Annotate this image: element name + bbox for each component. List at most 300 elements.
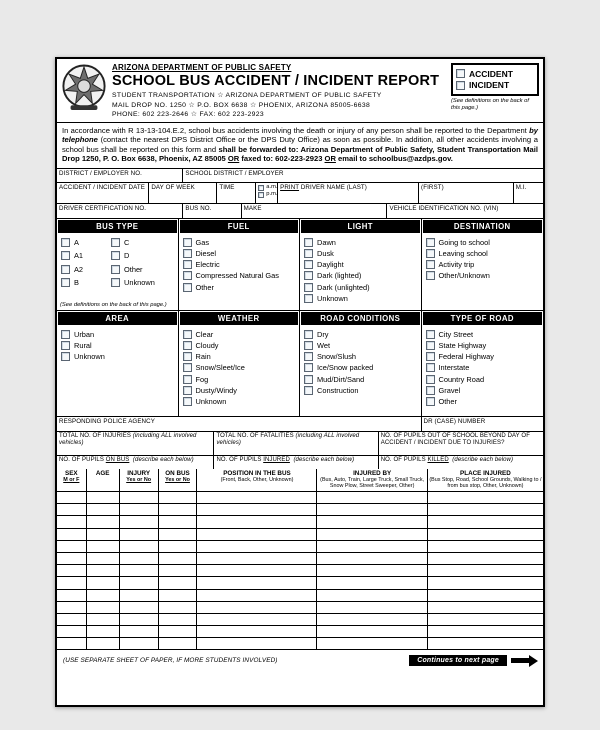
field-district-employer-no[interactable] <box>57 169 183 182</box>
student-cell[interactable] <box>57 540 86 552</box>
field-pupils-killed[interactable] <box>379 456 543 469</box>
col-header-injured-by <box>317 469 427 492</box>
student-cell[interactable] <box>57 492 86 504</box>
option-urban <box>61 330 174 339</box>
student-cell[interactable] <box>158 540 197 552</box>
checkbox-other[interactable] <box>426 397 435 406</box>
checkbox-mud-dirt-sand[interactable] <box>304 375 313 384</box>
student-cell[interactable] <box>427 492 543 504</box>
student-cell[interactable] <box>197 504 317 516</box>
checkbox-dusk[interactable] <box>304 249 313 258</box>
checkbox-c[interactable] <box>111 238 120 247</box>
student-cell[interactable] <box>427 565 543 577</box>
field-label <box>216 433 375 447</box>
student-cell[interactable] <box>427 516 543 528</box>
field-make[interactable] <box>242 204 388 218</box>
option-activity-trip <box>426 260 540 269</box>
student-cell[interactable] <box>317 516 427 528</box>
separate-sheet-note: (USE SEPARATE SHEET OF PAPER, IF MORE STUDENTS INVOLVED) <box>63 657 278 665</box>
student-cell[interactable] <box>86 565 119 577</box>
report-type-note: (See definitions on the back of this page.) <box>451 97 529 111</box>
student-cell[interactable] <box>86 577 119 589</box>
section-options-road-conditions <box>300 325 421 398</box>
student-cell[interactable] <box>57 552 86 564</box>
checkbox-unknown[interactable] <box>111 278 120 287</box>
student-cell[interactable] <box>119 613 158 625</box>
field-label: DRIVER CERTIFICATION NO. <box>59 204 147 212</box>
student-cell[interactable] <box>86 589 119 601</box>
col-header-position-in-the-bus <box>197 469 317 492</box>
checkbox-section-2 <box>57 311 543 417</box>
field-total-fatalities[interactable] <box>214 432 378 455</box>
student-cell[interactable] <box>119 540 158 552</box>
student-row <box>57 601 543 613</box>
dps-star-badge-icon <box>61 63 107 120</box>
checkbox-compressed-natural-gas[interactable] <box>183 271 192 280</box>
checkbox-label: Interstate <box>438 363 470 373</box>
incident-label: INCIDENT <box>469 80 510 90</box>
option-dry <box>304 330 417 339</box>
am-checkbox[interactable] <box>258 185 264 191</box>
section-options-destination <box>422 233 544 284</box>
section-header-destination: DESTINATION <box>423 220 543 233</box>
student-cell[interactable] <box>317 540 427 552</box>
field-label: BUS NO. <box>185 204 212 212</box>
field-driver-name-first[interactable] <box>419 183 514 203</box>
student-cell[interactable] <box>158 528 197 540</box>
pupils-note: (describe each below) <box>132 456 194 463</box>
student-cell[interactable] <box>197 565 317 577</box>
field-label: RESPONDING POLICE AGENCY <box>59 417 155 425</box>
checkbox-construction[interactable] <box>304 386 313 395</box>
col-subtitle: (Bus, Auto, Train, Large Truck, Small Truck, Snow Plow, Street Sweeper, Other) <box>320 476 425 489</box>
student-cell[interactable] <box>57 626 86 638</box>
checkbox-label: Other <box>438 396 457 406</box>
student-cell[interactable] <box>197 540 317 552</box>
option-snow-sleet-ice <box>183 363 296 372</box>
student-cell[interactable] <box>427 504 543 516</box>
checkbox-rain[interactable] <box>183 352 192 361</box>
student-cell[interactable] <box>119 626 158 638</box>
student-cell[interactable] <box>57 577 86 589</box>
checkbox-label: Rural <box>74 341 92 350</box>
checkbox-label: Dark (unlighted) <box>317 282 370 292</box>
col-subtitle: Yes or No <box>126 476 152 483</box>
accident-label: ACCIDENT <box>469 68 513 79</box>
option-d <box>111 251 173 260</box>
student-cell[interactable] <box>427 577 543 589</box>
col-title: POSITION IN THE BUS <box>223 469 291 477</box>
student-cell[interactable] <box>317 613 427 625</box>
option-unknown <box>61 352 174 361</box>
student-row <box>57 577 543 589</box>
total-injuries-label: TOTAL NO. OF INJURIES <box>59 432 131 439</box>
checkbox-label: Other <box>124 264 143 274</box>
section-column-road-conditions <box>300 311 422 416</box>
checkbox-label: Daylight <box>317 260 344 270</box>
checkbox-dark-unlighted[interactable] <box>304 283 313 292</box>
checkbox-label: Unknown <box>317 293 348 303</box>
student-cell[interactable] <box>197 613 317 625</box>
student-cell[interactable] <box>119 589 158 601</box>
intro-segment: OR <box>324 154 336 164</box>
student-cell[interactable] <box>427 638 543 650</box>
option-b <box>61 278 109 287</box>
checkbox-gas[interactable] <box>183 238 192 247</box>
checkbox-dry[interactable] <box>304 330 313 339</box>
student-cell[interactable] <box>119 577 158 589</box>
field-driver-name-last[interactable] <box>278 183 419 203</box>
student-cell[interactable] <box>317 626 427 638</box>
checkbox-label: State Highway <box>438 341 487 350</box>
field-label: ACCIDENT / INCIDENT DATE <box>59 183 145 191</box>
incident-option <box>456 80 534 90</box>
checkbox-label: A2 <box>74 264 84 274</box>
student-cell[interactable] <box>158 565 197 577</box>
student-cell[interactable] <box>317 589 427 601</box>
student-cell[interactable] <box>86 552 119 564</box>
student-cell[interactable] <box>158 504 197 516</box>
checkbox-city-street[interactable] <box>426 330 435 339</box>
option-cloudy <box>183 341 296 350</box>
checkbox-snow-sleet-ice[interactable] <box>183 363 192 372</box>
student-cell[interactable] <box>57 516 86 528</box>
student-cell[interactable] <box>427 589 543 601</box>
pm-checkbox[interactable] <box>258 192 264 198</box>
checkbox-label: City Street <box>438 329 473 339</box>
student-cell[interactable] <box>119 552 158 564</box>
student-cell[interactable] <box>197 528 317 540</box>
option-country-road <box>426 375 540 384</box>
student-cell[interactable] <box>158 577 197 589</box>
checkbox-unknown[interactable] <box>304 294 313 303</box>
option-a <box>61 238 109 247</box>
field-label: DR (CASE) NUMBER <box>423 417 486 425</box>
option-wet <box>304 341 417 350</box>
pm-option <box>258 190 278 198</box>
field-time[interactable] <box>217 183 256 203</box>
student-cell[interactable] <box>86 601 119 613</box>
student-row <box>57 626 543 638</box>
pupils-key: INJURED <box>263 456 290 463</box>
student-cell[interactable] <box>197 626 317 638</box>
checkbox-unknown[interactable] <box>61 352 70 361</box>
field-driver-mi[interactable] <box>514 183 543 203</box>
student-cell[interactable] <box>86 504 119 516</box>
field-am-pm <box>256 183 278 203</box>
pupils-prefix: NO. OF PUPILS <box>216 456 264 463</box>
field-label: DAY OF WEEK <box>151 183 195 191</box>
field-label <box>59 457 211 464</box>
field-total-injuries[interactable] <box>57 432 214 455</box>
checkbox-label: Wet <box>317 341 331 350</box>
checkbox-diesel[interactable] <box>183 249 192 258</box>
checkbox-label: Activity trip <box>438 260 475 270</box>
pupils-out-label: NO. OF PUPILS OUT OF SCHOOL BEYOND DAY OF ACCIDENT / INCIDENT DUE TO INJURIES? <box>380 432 530 446</box>
student-cell[interactable] <box>57 504 86 516</box>
checkbox-activity-trip[interactable] <box>426 260 435 269</box>
checkbox-electric[interactable] <box>183 260 192 269</box>
student-cell[interactable] <box>119 565 158 577</box>
field-school-district-employer[interactable] <box>183 169 543 182</box>
field-pupils-injured[interactable] <box>214 456 378 469</box>
section-note: (See definitions on the back of this page.) <box>60 301 167 308</box>
field-row-date-driver <box>57 183 543 204</box>
student-cell[interactable] <box>57 589 86 601</box>
student-cell[interactable] <box>86 516 119 528</box>
option-diesel <box>183 249 296 258</box>
student-cell[interactable] <box>57 528 86 540</box>
field-day-of-week[interactable] <box>149 183 217 203</box>
checkbox-other-unknown[interactable] <box>426 271 435 280</box>
checkbox-federal-highway[interactable] <box>426 352 435 361</box>
pupils-note: (describe each below) <box>452 456 514 463</box>
col-header-age <box>86 469 119 492</box>
student-cell[interactable] <box>197 492 317 504</box>
field-dr-case-number[interactable] <box>422 417 544 431</box>
field-label <box>216 457 375 464</box>
student-cell[interactable] <box>158 638 197 650</box>
pupils-prefix: NO. OF PUPILS <box>380 456 428 463</box>
checkbox-state-highway[interactable] <box>426 341 435 350</box>
section-column-destination <box>422 219 544 310</box>
student-cell[interactable] <box>197 552 317 564</box>
checkbox-dawn[interactable] <box>304 238 313 247</box>
checkbox-urban[interactable] <box>61 330 70 339</box>
continue-indicator <box>409 655 539 666</box>
option-unknown <box>111 278 173 287</box>
total-fatalities-label: TOTAL NO. OF FATALITIES <box>216 432 294 439</box>
section-options-type-of-road <box>422 325 544 410</box>
checkbox-b[interactable] <box>61 278 70 287</box>
checkbox-daylight[interactable] <box>304 260 313 269</box>
checkbox-country-road[interactable] <box>426 375 435 384</box>
col-title: ON BUS <box>165 469 190 477</box>
pupils-note: (describe each below) <box>293 456 355 463</box>
student-row <box>57 565 543 577</box>
student-cell[interactable] <box>86 638 119 650</box>
student-cell[interactable] <box>317 577 427 589</box>
checkbox-label: A1 <box>74 251 84 261</box>
field-label: M.I. <box>515 183 527 191</box>
checkbox-dusty-windy[interactable] <box>183 386 192 395</box>
checkbox-label: Going to school <box>438 237 490 247</box>
section-header-fuel: FUEL <box>180 220 299 233</box>
checkbox-other[interactable] <box>111 265 120 274</box>
field-pupils-out-of-school[interactable] <box>379 432 543 455</box>
student-cell[interactable] <box>317 638 427 650</box>
pupils-key: ON BUS <box>105 456 130 463</box>
student-cell[interactable] <box>427 540 543 552</box>
student-cell[interactable] <box>158 552 197 564</box>
student-cell[interactable] <box>119 516 158 528</box>
option-electric <box>183 260 296 269</box>
student-cell[interactable] <box>158 601 197 613</box>
report-form-sheet <box>55 57 545 707</box>
student-cell[interactable] <box>317 528 427 540</box>
section-header-bus-type: BUS TYPE <box>58 220 177 233</box>
student-cell[interactable] <box>427 528 543 540</box>
option-state-highway <box>426 341 540 350</box>
checkbox-clear[interactable] <box>183 330 192 339</box>
checkbox-label: Federal Highway <box>438 352 494 362</box>
student-cell[interactable] <box>119 504 158 516</box>
col-title: INJURED BY <box>353 469 392 477</box>
student-cell[interactable] <box>197 601 317 613</box>
student-cell[interactable] <box>119 492 158 504</box>
student-cell[interactable] <box>86 626 119 638</box>
student-cell[interactable] <box>317 504 427 516</box>
student-cell[interactable] <box>57 565 86 577</box>
section-options-bus-type <box>57 233 178 291</box>
report-type-selector <box>451 63 539 120</box>
checkbox-label: Other <box>195 282 214 292</box>
checkbox-leaving-school[interactable] <box>426 249 435 258</box>
student-cell[interactable] <box>86 613 119 625</box>
option-ice-snow-packed <box>304 363 417 372</box>
checkbox-label: Unknown <box>74 352 105 362</box>
option-rural <box>61 341 174 350</box>
form-footer <box>57 650 543 666</box>
student-cell[interactable] <box>197 638 317 650</box>
field-bus-no[interactable] <box>183 204 241 218</box>
student-cell[interactable] <box>158 626 197 638</box>
intro-segment: OR <box>227 154 240 164</box>
incident-checkbox[interactable] <box>456 81 465 90</box>
checkbox-fog[interactable] <box>183 375 192 384</box>
section-header-light: LIGHT <box>301 220 420 233</box>
section-column-light <box>300 219 422 310</box>
student-row <box>57 504 543 516</box>
continues-next-page-badge: Continues to next page <box>409 655 507 666</box>
checkbox-label: Fog <box>195 374 209 384</box>
field-label: VEHICLE IDENTIFICATION NO. (VIN) <box>389 204 499 212</box>
student-cell[interactable] <box>57 638 86 650</box>
am-label: a.m. <box>266 183 278 190</box>
checkbox-label: Gas <box>195 237 210 247</box>
student-cell[interactable] <box>158 589 197 601</box>
field-responding-police-agency[interactable] <box>57 417 422 431</box>
checkbox-interstate[interactable] <box>426 363 435 372</box>
student-cell[interactable] <box>197 589 317 601</box>
intro-segment: faxed to: 602-223-2923 <box>239 154 325 164</box>
col-header-on-bus <box>158 469 197 492</box>
student-cell[interactable] <box>86 492 119 504</box>
option-other <box>183 283 296 292</box>
col-title: INJURY <box>127 469 151 477</box>
section-column-bus-type <box>57 219 179 310</box>
am-option <box>258 183 278 191</box>
student-cell[interactable] <box>86 540 119 552</box>
student-cell[interactable] <box>57 613 86 625</box>
option-other <box>111 265 173 274</box>
student-cell[interactable] <box>427 601 543 613</box>
checkbox-cloudy[interactable] <box>183 341 192 350</box>
student-cell[interactable] <box>119 528 158 540</box>
section-header-type-of-road: TYPE OF ROAD <box>423 312 543 325</box>
student-cell[interactable] <box>317 565 427 577</box>
student-cell[interactable] <box>197 516 317 528</box>
checkbox-ice-snow-packed[interactable] <box>304 363 313 372</box>
option-unknown <box>304 294 417 303</box>
form-title: SCHOOL BUS ACCIDENT / INCIDENT REPORT <box>112 73 440 89</box>
checkbox-label: Electric <box>195 260 220 270</box>
field-pupils-on-bus[interactable] <box>57 456 214 469</box>
checkbox-snow-slush[interactable] <box>304 352 313 361</box>
section-header-area: AREA <box>58 312 177 325</box>
col-subtitle: (Bus Stop, Road, School Grounds, Walking to / from bus stop, Other, Unknown) <box>429 476 542 489</box>
driver-name-rest: DRIVER NAME (LAST) <box>299 183 367 191</box>
checkbox-label: Ice/Snow packed <box>317 363 374 373</box>
student-row <box>57 492 543 504</box>
section-options-light <box>300 233 421 306</box>
checkbox-rural[interactable] <box>61 341 70 350</box>
section-column-type-of-road <box>422 311 544 416</box>
checkbox-label: Cloudy <box>195 341 219 350</box>
total-fatalities-note: (including ALL involved vehicles) <box>216 432 360 446</box>
field-label: SCHOOL DISTRICT / EMPLOYER <box>185 169 284 177</box>
student-cell[interactable] <box>427 552 543 564</box>
checkbox-label: B <box>74 277 79 287</box>
option-rain <box>183 352 296 361</box>
option-fog <box>183 375 296 384</box>
field-vin[interactable] <box>387 204 543 218</box>
checkbox-d[interactable] <box>111 251 120 260</box>
checkbox-label: Compressed Natural Gas <box>195 271 279 281</box>
student-cell[interactable] <box>158 492 197 504</box>
header-subtitle-1: STUDENT TRANSPORTATION ☆ ARIZONA DEPARTMENT OF PUBLIC SAFETY <box>112 92 382 99</box>
intro-segment: by telephone <box>62 126 538 145</box>
col-header-place-injured <box>427 469 543 492</box>
field-accident-date[interactable] <box>57 183 149 203</box>
checkbox-wet[interactable] <box>304 341 313 350</box>
student-cell[interactable] <box>317 552 427 564</box>
student-cell[interactable] <box>86 528 119 540</box>
agency-name: ARIZONA DEPARTMENT OF PUBLIC SAFETY <box>112 63 292 72</box>
student-row <box>57 613 543 625</box>
field-row-vehicle <box>57 204 543 219</box>
option-a2 <box>61 265 109 274</box>
field-driver-certification-no[interactable] <box>57 204 183 218</box>
student-cell[interactable] <box>119 601 158 613</box>
field-label <box>59 433 211 447</box>
student-cell[interactable] <box>119 638 158 650</box>
student-cell[interactable] <box>427 613 543 625</box>
accident-checkbox[interactable] <box>456 69 465 78</box>
checkbox-a2[interactable] <box>61 265 70 274</box>
student-cell[interactable] <box>57 601 86 613</box>
pupils-key: KILLED <box>427 456 449 463</box>
option-daylight <box>304 260 417 269</box>
student-cell[interactable] <box>427 626 543 638</box>
checkbox-a1[interactable] <box>61 251 70 260</box>
checkbox-other[interactable] <box>183 283 192 292</box>
checkbox-gravel[interactable] <box>426 386 435 395</box>
checkbox-going-to-school[interactable] <box>426 238 435 247</box>
student-cell[interactable] <box>158 613 197 625</box>
col-subtitle: Yes or No <box>165 476 190 483</box>
col-title: SEX <box>65 469 78 477</box>
student-cell[interactable] <box>317 492 427 504</box>
checkbox-label: D <box>124 251 130 261</box>
student-cell[interactable] <box>197 577 317 589</box>
student-cell[interactable] <box>158 516 197 528</box>
checkbox-a[interactable] <box>61 238 70 247</box>
checkbox-dark-lighted[interactable] <box>304 271 313 280</box>
student-cell[interactable] <box>317 601 427 613</box>
checkbox-label: Other/Unknown <box>438 271 490 281</box>
checkbox-unknown[interactable] <box>183 397 192 406</box>
